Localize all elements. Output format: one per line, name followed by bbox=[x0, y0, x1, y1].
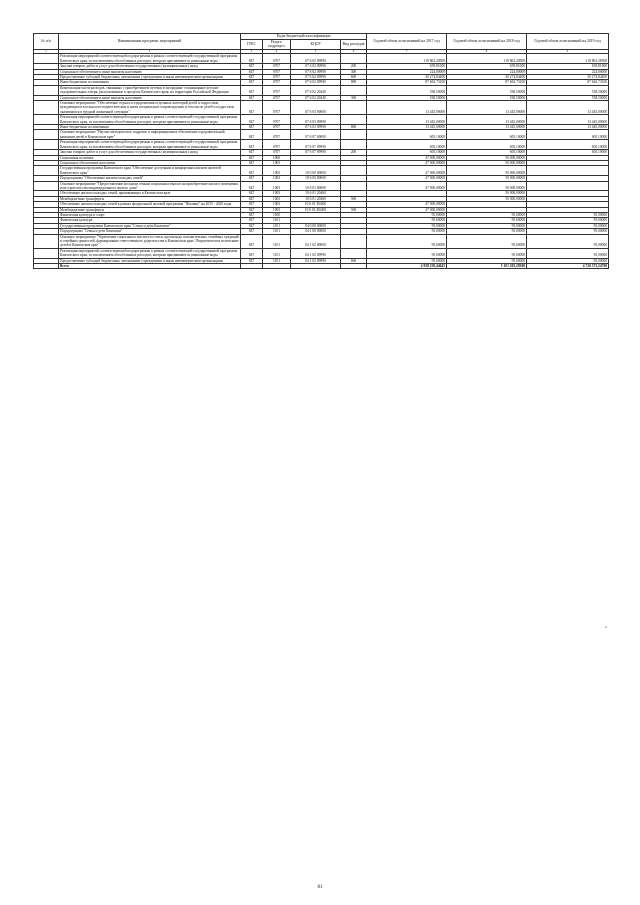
row-razdel: 0707 bbox=[263, 150, 291, 155]
row-grbs: 847 bbox=[241, 258, 263, 263]
page-number: 81 bbox=[317, 885, 323, 890]
table-row bbox=[34, 64, 609, 69]
row-kcsr bbox=[291, 264, 341, 269]
row-value-2019: 87 663,73100 bbox=[527, 80, 609, 85]
header-2018: Годовой объем ассигнований на 2018 год bbox=[447, 34, 527, 50]
row-razdel bbox=[263, 264, 291, 269]
row-kcsr: 04 0 00 00000 bbox=[291, 223, 341, 228]
row-value-2018: 50 000,00000 bbox=[447, 191, 527, 196]
row-value-2019: 95,00000 bbox=[527, 258, 609, 263]
row-value-2019: 95,00000 bbox=[527, 223, 609, 228]
row-value-2018: 95,00000 bbox=[447, 223, 527, 228]
continuation-mark: » bbox=[605, 624, 607, 629]
row-value-2018: 605,10000 bbox=[447, 140, 527, 150]
row-kcsr: 07 6 03 09990 bbox=[291, 125, 341, 130]
row-value-2017: 95,00000 bbox=[367, 212, 447, 217]
row-value-2019: 13 445,00000 bbox=[527, 125, 609, 130]
row-kcsr: 07 6 02 09990 bbox=[291, 69, 341, 74]
row-value-2017: 87 663,73100 bbox=[367, 80, 447, 85]
row-value-2017: 95,00000 bbox=[367, 218, 447, 223]
row-razdel: 0707 bbox=[263, 69, 291, 74]
row-razdel: 1003 bbox=[263, 207, 291, 212]
row-kcsr: 10 6 01 R0200 bbox=[291, 207, 341, 212]
row-kcsr: 07 6 03 09990 bbox=[291, 115, 341, 125]
row-grbs: 847 bbox=[241, 80, 263, 85]
row-value-2019: 95,00000 bbox=[527, 234, 609, 248]
table-row bbox=[34, 95, 609, 100]
row-number bbox=[34, 248, 59, 258]
index-cell: 2 bbox=[59, 49, 241, 54]
row-value-2018: 5 101 203,28300 bbox=[447, 264, 527, 269]
row-number bbox=[34, 264, 59, 269]
row-value-2019: 605,10000 bbox=[527, 150, 609, 155]
row-name: Государственная программа Камчатского края "Обеспечение доступным и комфортным жильем жителей Камчатского края" bbox=[59, 166, 241, 176]
row-grbs: 847 bbox=[241, 69, 263, 74]
row-value-2018: 13 445,00000 bbox=[447, 101, 527, 115]
row-kcsr: 07 6 07 09990 bbox=[291, 140, 341, 150]
row-razdel: 0707 bbox=[263, 95, 291, 100]
index-cell: 1 bbox=[34, 49, 59, 54]
row-razdel: 1003 bbox=[263, 181, 291, 191]
index-cell: 6 bbox=[341, 49, 367, 54]
row-name: Всего bbox=[59, 264, 241, 269]
table-row bbox=[34, 229, 609, 234]
header-grbs: ГРБС bbox=[241, 39, 263, 49]
row-razdel: 0707 bbox=[263, 64, 291, 69]
row-value-2018: 224,00000 bbox=[447, 69, 527, 74]
index-cell: 5 bbox=[291, 49, 341, 54]
row-razdel: 1101 bbox=[263, 223, 291, 228]
row-razdel: 1003 bbox=[263, 202, 291, 207]
row-grbs: 847 bbox=[241, 218, 263, 223]
row-value-2019: 95,00000 bbox=[527, 248, 609, 258]
table-row bbox=[34, 248, 609, 258]
row-razdel: 0707 bbox=[263, 80, 291, 85]
row-number bbox=[34, 85, 59, 95]
index-cell: 4 bbox=[263, 49, 291, 54]
index-cell: 9 bbox=[527, 49, 609, 54]
row-vid: 800 bbox=[341, 125, 367, 130]
row-value-2019: 538,50000 bbox=[527, 95, 609, 100]
table-row bbox=[34, 181, 609, 191]
row-vid: 200 bbox=[341, 150, 367, 155]
row-name: Закупка товаров, работ и услуг для обеспечения государственных (муниципальных) нужд bbox=[59, 150, 241, 155]
row-vid bbox=[341, 54, 367, 64]
table-row bbox=[34, 166, 609, 176]
table-row bbox=[34, 223, 609, 228]
row-razdel: 0707 bbox=[263, 54, 291, 64]
row-value-2017: 47 000,00000 bbox=[367, 160, 447, 165]
row-razdel: 1101 bbox=[263, 218, 291, 223]
row-grbs: 847 bbox=[241, 207, 263, 212]
row-value-2019: 118 802,38500 bbox=[527, 54, 609, 64]
row-razdel: 1100 bbox=[263, 212, 291, 217]
row-kcsr: 04 1 02 09990 bbox=[291, 248, 341, 258]
row-name: Межбюджетные трансферты bbox=[59, 207, 241, 212]
header-kcsr: КЦСР bbox=[291, 39, 341, 49]
row-grbs: 847 bbox=[241, 130, 263, 140]
row-value-2019: 13 445,00000 bbox=[527, 101, 609, 115]
row-grbs: 847 bbox=[241, 212, 263, 217]
index-cell: 7 bbox=[367, 49, 447, 54]
row-value-2018: 50 000,00000 bbox=[447, 176, 527, 181]
row-kcsr: 07 6 02 20440 bbox=[291, 95, 341, 100]
row-value-2019: 30 274,84400 bbox=[527, 75, 609, 80]
row-razdel: 0707 bbox=[263, 125, 291, 130]
header-codes-group: Коды бюджетной классификации bbox=[241, 34, 367, 40]
row-name: Социальное обеспечение и иные выплаты населению bbox=[59, 95, 241, 100]
row-value-2018: 538,50000 bbox=[447, 85, 527, 95]
row-value-2017: 224,00000 bbox=[367, 69, 447, 74]
row-razdel: 0707 bbox=[263, 130, 291, 140]
row-value-2018: 538,50000 bbox=[447, 95, 527, 100]
row-vid: 300 bbox=[341, 95, 367, 100]
row-name: Обеспечение жильем молодых семей в рамках федеральной целевой программы "Жилище" на 2015 - 2020 годы bbox=[59, 202, 241, 207]
row-name: Компенсация части расходов, связанных с приобретением путевок в загородные стационарные детские оздоровительные лагеря, расположенные в пределах Камчатского края, на территории Российской Федерации bbox=[59, 85, 241, 95]
row-value-2017: 30 274,84400 bbox=[367, 75, 447, 80]
row-vid bbox=[341, 181, 367, 191]
row-kcsr: 07 6 02 09990 bbox=[291, 54, 341, 64]
row-grbs: 847 bbox=[241, 196, 263, 201]
row-value-2019: 538,50000 bbox=[527, 85, 609, 95]
row-vid: 200 bbox=[341, 64, 367, 69]
header-2019: Годовой объем ассигнований на 2019 год bbox=[527, 34, 609, 50]
row-value-2019: 605,10000 bbox=[527, 130, 609, 140]
row-value-2019 bbox=[527, 166, 609, 176]
index-cell: 3 bbox=[241, 49, 263, 54]
row-grbs: 847 bbox=[241, 150, 263, 155]
row-kcsr: 07 6 02 20440 bbox=[291, 85, 341, 95]
row-grbs: 847 bbox=[241, 115, 263, 125]
row-name: Физическая культура и спорт bbox=[59, 212, 241, 217]
row-vid: 600 bbox=[341, 258, 367, 263]
table-row bbox=[34, 115, 609, 125]
row-vid: 300 bbox=[341, 69, 367, 74]
row-value-2017: 95,00000 bbox=[367, 258, 447, 263]
row-kcsr: 07 6 02 09990 bbox=[291, 64, 341, 69]
row-kcsr: 10 6 01 20460 bbox=[291, 191, 341, 196]
row-grbs: 847 bbox=[241, 234, 263, 248]
row-grbs: 847 bbox=[241, 181, 263, 191]
index-cell: 8 bbox=[447, 49, 527, 54]
row-name: Основное мероприятие "Предоставление молодым семьям социальных выплат на приобретение жилого помещения или строительство индивидуального жилого дома" bbox=[59, 181, 241, 191]
row-value-2017: 639,81000 bbox=[367, 64, 447, 69]
row-vid: 500 bbox=[341, 207, 367, 212]
row-name: Закупка товаров, работ и услуг для обеспечения государственных (муниципальных) нужд bbox=[59, 64, 241, 69]
row-grbs: 847 bbox=[241, 160, 263, 165]
row-value-2019: 224,00000 bbox=[527, 69, 609, 74]
row-value-2017: 13 445,00000 bbox=[367, 125, 447, 130]
row-razdel: 1003 bbox=[263, 160, 291, 165]
row-kcsr: 07 6 03 00000 bbox=[291, 101, 341, 115]
row-kcsr: 07 6 07 09990 bbox=[291, 150, 341, 155]
row-value-2017: 95,00000 bbox=[367, 229, 447, 234]
row-value-2017: 118 802,38500 bbox=[367, 54, 447, 64]
row-number bbox=[34, 101, 59, 115]
row-value-2018: 95,00000 bbox=[447, 258, 527, 263]
row-value-2018: 50 000,00000 bbox=[447, 196, 527, 201]
row-value-2018: 50 000,00000 bbox=[447, 155, 527, 160]
row-value-2018: 30 274,84400 bbox=[447, 75, 527, 80]
table-row bbox=[34, 130, 609, 140]
row-grbs: 847 bbox=[241, 101, 263, 115]
row-vid bbox=[341, 248, 367, 258]
row-name: Реализация мероприятий соответствующей подпрограммы в рамках соответствующей государственной программы Камчатского края, за исключением обособленных расходов, которым присваиваются уникальные коды bbox=[59, 140, 241, 150]
row-value-2017: 47 000,00000 bbox=[367, 176, 447, 181]
header-2017: Годовой объем ассигнований на 2017 год bbox=[367, 34, 447, 50]
row-name: Подпрограмма "Семья и дети Камчатки" bbox=[59, 229, 241, 234]
table-row bbox=[34, 140, 609, 150]
row-number bbox=[34, 54, 59, 64]
row-grbs: 847 bbox=[241, 223, 263, 228]
row-name: Иные бюджетные ассигнования bbox=[59, 80, 241, 85]
row-value-2017: 95,00000 bbox=[367, 234, 447, 248]
row-name: Государственная программа Камчатского края "Семья и дети Камчатки" bbox=[59, 223, 241, 228]
row-kcsr: 04 1 02 09990 bbox=[291, 258, 341, 263]
row-value-2017: 47 000,00000 bbox=[367, 207, 447, 212]
row-name: Реализация мероприятий соответствующей подпрограммы в рамках соответствующей государственной программы Камчатского края, за исключением обособленных расходов, которым присваиваются уникальные коды bbox=[59, 115, 241, 125]
row-value-2017: 605,10000 bbox=[367, 130, 447, 140]
table-row bbox=[34, 258, 609, 263]
row-value-2018: 605,10000 bbox=[447, 130, 527, 140]
row-value-2017: 538,50000 bbox=[367, 85, 447, 95]
row-grbs: 847 bbox=[241, 64, 263, 69]
row-value-2019: 605,10000 bbox=[527, 140, 609, 150]
row-vid bbox=[341, 115, 367, 125]
row-kcsr: 04 1 00 00000 bbox=[291, 229, 341, 234]
row-number bbox=[34, 115, 59, 125]
row-value-2017: 13 445,00000 bbox=[367, 115, 447, 125]
row-razdel: 0707 bbox=[263, 140, 291, 150]
header-vid: Вид расходов bbox=[341, 39, 367, 49]
row-value-2019: 95,00000 bbox=[527, 229, 609, 234]
row-value-2017: 605,10000 bbox=[367, 140, 447, 150]
row-razdel: 0707 bbox=[263, 101, 291, 115]
row-vid: 500 bbox=[341, 196, 367, 201]
row-kcsr: 07 6 07 00000 bbox=[291, 130, 341, 140]
row-value-2018: 95,00000 bbox=[447, 248, 527, 258]
row-razdel: 1003 bbox=[263, 176, 291, 181]
row-value-2017: 538,50000 bbox=[367, 95, 447, 100]
row-vid bbox=[341, 101, 367, 115]
row-razdel: 1003 bbox=[263, 191, 291, 196]
row-grbs: 847 bbox=[241, 176, 263, 181]
row-value-2018: 50 000,00000 bbox=[447, 181, 527, 191]
row-vid bbox=[341, 130, 367, 140]
row-razdel: 1101 bbox=[263, 229, 291, 234]
row-vid: 600 bbox=[341, 75, 367, 80]
row-value-2017: 605,10000 bbox=[367, 150, 447, 155]
row-value-2019: 95,00000 bbox=[527, 212, 609, 217]
row-vid bbox=[341, 264, 367, 269]
row-value-2018: 13 445,00000 bbox=[447, 125, 527, 130]
row-name: Реализация мероприятий соответствующей подпрограммы в рамках соответствующей государственной программы Камчатского края, за исключением обособленных расходов, которым присваиваются уникальные коды bbox=[59, 54, 241, 64]
row-value-2019: 639,81000 bbox=[527, 64, 609, 69]
table-body bbox=[34, 54, 609, 269]
row-value-2018: 87 663,73100 bbox=[447, 80, 527, 85]
row-value-2018: 50 000,00000 bbox=[447, 166, 527, 176]
row-name: Предоставление субсидий бюджетным, автономным учреждениям и иным некоммерческим организациям bbox=[59, 75, 241, 80]
row-name: Предоставление субсидий бюджетным, автономным учреждениям и иным некоммерческим организациям bbox=[59, 258, 241, 263]
row-value-2018: 605,10000 bbox=[447, 150, 527, 155]
row-kcsr: 04 1 02 00000 bbox=[291, 234, 341, 248]
row-grbs bbox=[241, 264, 263, 269]
row-vid bbox=[341, 85, 367, 95]
row-razdel: 1000 bbox=[263, 155, 291, 160]
row-value-2017: 95,00000 bbox=[367, 248, 447, 258]
table-row bbox=[34, 176, 609, 181]
budget-sheet bbox=[33, 33, 608, 269]
row-value-2017: 13 445,00000 bbox=[367, 101, 447, 115]
row-grbs: 847 bbox=[241, 202, 263, 207]
row-razdel: 1003 bbox=[263, 196, 291, 201]
row-razdel: 0707 bbox=[263, 115, 291, 125]
row-number bbox=[34, 234, 59, 248]
row-value-2018: 95,00000 bbox=[447, 229, 527, 234]
total-row bbox=[34, 264, 609, 269]
row-grbs: 847 bbox=[241, 54, 263, 64]
row-grbs: 847 bbox=[241, 125, 263, 130]
row-vid bbox=[341, 166, 367, 176]
row-grbs: 847 bbox=[241, 140, 263, 150]
row-kcsr: 10 6 00 00000 bbox=[291, 176, 341, 181]
table-row bbox=[34, 85, 609, 95]
row-razdel: 1101 bbox=[263, 234, 291, 248]
row-value-2018: 13 445,00000 bbox=[447, 115, 527, 125]
row-value-2017: 47 000,00000 bbox=[367, 155, 447, 160]
table-row bbox=[34, 54, 609, 64]
row-value-2019: 4 720 373,54700 bbox=[527, 264, 609, 269]
row-value-2017: 47 000,00000 bbox=[367, 181, 447, 191]
row-value-2018: 639,81000 bbox=[447, 64, 527, 69]
row-name: Социальное обеспечение населения bbox=[59, 160, 241, 165]
row-kcsr: 10 0 00 00000 bbox=[291, 166, 341, 176]
table-header bbox=[34, 34, 609, 54]
row-grbs: 847 bbox=[241, 191, 263, 196]
table-row bbox=[34, 75, 609, 80]
row-vid: 800 bbox=[341, 80, 367, 85]
row-number bbox=[34, 166, 59, 176]
header-name: Наименование программ, мероприятий bbox=[59, 34, 241, 50]
table-row bbox=[34, 150, 609, 155]
row-grbs: 847 bbox=[241, 85, 263, 95]
row-name: Основное мероприятие "Укрепление социального института семьи, пропаганда положительных семейных традиций в семейных ценностей, формирование ответственного родительства в Камчатском крае. Патриотическое воспитание детей в Камчатском крае" bbox=[60, 234, 239, 248]
row-vid bbox=[341, 234, 367, 248]
row-kcsr: 07 6 02 09990 bbox=[291, 80, 341, 85]
header-razdel: Раздел, подраздел bbox=[263, 39, 291, 49]
row-value-2017: 4 938 239,44645 bbox=[367, 264, 447, 269]
row-kcsr: 10 6 01 00000 bbox=[291, 181, 341, 191]
row-value-2018: 95,00000 bbox=[447, 212, 527, 217]
row-value-2018: 118 802,38500 bbox=[447, 54, 527, 64]
row-grbs: 847 bbox=[241, 75, 263, 80]
row-name: Реализация мероприятий соответствующей подпрограммы в рамках соответствующей государственной программы Камчатского края, за исключением обособленных расходов, которым присваиваются уникальные коды bbox=[59, 248, 241, 258]
row-value-2018: 50 000,00000 bbox=[447, 160, 527, 165]
row-value-2019 bbox=[527, 181, 609, 191]
row-razdel: 0707 bbox=[263, 85, 291, 95]
budget-table bbox=[33, 33, 609, 269]
row-vid bbox=[341, 140, 367, 150]
row-number bbox=[34, 140, 59, 150]
row-name: Основное мероприятие "Научно-методическое, кадровое и информационное обеспечение оздоровительной кампании детей в Камчатском крае" bbox=[59, 130, 241, 140]
row-razdel: 1101 bbox=[263, 248, 291, 258]
row-grbs: 847 bbox=[241, 95, 263, 100]
row-grbs: 847 bbox=[241, 229, 263, 234]
row-name: Межбюджетные трансферты bbox=[59, 196, 241, 201]
row-kcsr: 07 6 02 09990 bbox=[291, 75, 341, 80]
header-no: № п/п bbox=[34, 34, 59, 50]
row-razdel: 1101 bbox=[263, 258, 291, 263]
row-name: Социальная политика bbox=[59, 155, 241, 160]
row-value-2017: 47 000,00000 bbox=[367, 166, 447, 176]
row-kcsr: 10 6 01 20460 bbox=[291, 196, 341, 201]
row-grbs: 847 bbox=[241, 166, 263, 176]
row-name: Основное мероприятие "Обеспечение отдыха и оздоровления отдельных категорий детей и подростков, нуждающихся в психолого-педагогическом и ином специальном сопровождении, в том числе детей и подростков, оказавшихся в трудной жизненной ситуации" bbox=[59, 101, 241, 115]
row-name: Социальное обеспечение и иные выплаты населению bbox=[59, 69, 241, 74]
row-grbs: 847 bbox=[241, 248, 263, 258]
row-value-2017: 47 000,00000 bbox=[367, 202, 447, 207]
row-value-2018: 95,00000 bbox=[447, 234, 527, 248]
row-value-2019: 95,00000 bbox=[527, 218, 609, 223]
row-value-2017: 95,00000 bbox=[367, 223, 447, 228]
row-name: Подпрограмма "Обеспечение жильем молодых семей" bbox=[59, 176, 241, 181]
row-value-2018: 95,00000 bbox=[447, 218, 527, 223]
row-kcsr: 10 6 01 R0200 bbox=[291, 202, 341, 207]
table-row bbox=[34, 101, 609, 115]
row-name: Обеспечение жильем молодых семей, проживающих в Камчатском крае bbox=[59, 191, 241, 196]
table-row bbox=[34, 69, 609, 74]
table-row bbox=[34, 234, 609, 248]
row-number bbox=[34, 181, 59, 191]
table-row bbox=[34, 191, 609, 196]
row-name: Физическая культура bbox=[59, 218, 241, 223]
row-razdel: 1003 bbox=[263, 166, 291, 176]
row-razdel: 0707 bbox=[263, 75, 291, 80]
row-grbs: 847 bbox=[241, 155, 263, 160]
row-name: Иные бюджетные ассигнования bbox=[59, 125, 241, 130]
row-number bbox=[34, 130, 59, 140]
row-value-2019: 13 445,00000 bbox=[527, 115, 609, 125]
